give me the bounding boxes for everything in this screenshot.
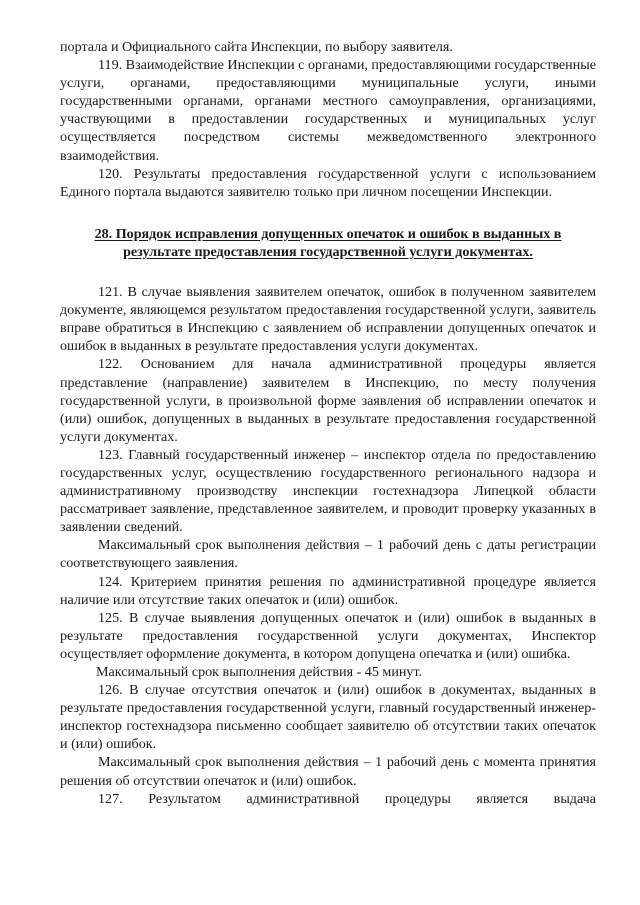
paragraph-121: 121. В случае выявления заявителем опечаток, ошибок в полученном заявителем документе, являющемся результатом предоставления государственной услуги, заявитель вправе обратиться в Инспекцию с заявлением об исправлении допущенных опечаток и ошибок в выданных в результате предоставления услуги документах. [60,284,596,355]
paragraph-123-deadline: Максимальный срок выполнения действия – 1 рабочий день с даты регистрации соответствующего заявления. [60,537,596,572]
paragraph-122: 122. Основанием для начала административной процедуры является представление (направление) заявителем в Инспекцию, по месту получения государственной услуги, в произвольной форме заявления об исправлении опечаток и (или) ошибок, допущенных в выданных в результате предоставления государственной услуги документах. [60,356,596,445]
paragraph-125-deadline: Максимальный срок выполнения действия - 45 минут. [96,664,423,680]
paragraph-127: 127. Результатом административной процедуры является выдача [98,790,596,807]
paragraph-123: 123. Главный государственный инженер – инспектор отдела по предоставлению государственных услуг, осуществлению государственного регионального надзора и административному производству инспекции гостехнадзора Липецкой области рассматривает заявление, представленное заявителем, и проводит проверку указанных в заявлении сведений. [60,446,596,536]
document-page [60,38,596,808]
paragraph-126: 126. В случае отсутствия опечаток и (или) ошибок в документах, выданных в результате предоставления государственной услуги, главный государственный инженер-инспектор гостехнадзора письменно сообщает заявителю об отсутствии таких опечаток и (или) ошибок. [60,682,596,753]
paragraph-119: 119. Взаимодействие Инспекции с органами, предоставляющими государственные услуги, органами, предоставляющими муниципальные услуги, иными государственными органами, органами местного самоуправления, организациями, участвующими в предоставлении государственных и муниципальных услуг осуществляется посредством системы межведомственного электронного взаимодействия. [60,57,596,164]
section-title: 28. Порядок исправления допущенных опечаток и ошибок в выданных в результате предоставления государственной услуги документах. [94,225,562,260]
paragraph-125: 125. В случае выявления допущенных опечаток и (или) ошибок в выданных в результате предоставления государственной услуги документах, Инспектор осуществляет оформление документа, в котором допущена опечатка и (или) ошибка. [60,609,596,662]
paragraph-120: 120. Результаты предоставления государственной услуги с использованием Единого портала выдаются заявителю только при личном посещении Инспекции. [60,165,596,200]
paragraph-124: 124. Критерием принятия решения по административной процедуре является наличие или отсутствие таких опечаток и (или) ошибок. [60,573,596,608]
paragraph-continuation: портала и Официального сайта Инспекции, по выбору заявителя. [60,39,453,55]
paragraph-126-deadline: Максимальный срок выполнения действия – 1 рабочий день с момента принятия решения об отсутствии опечаток и (или) ошибок. [60,754,596,789]
